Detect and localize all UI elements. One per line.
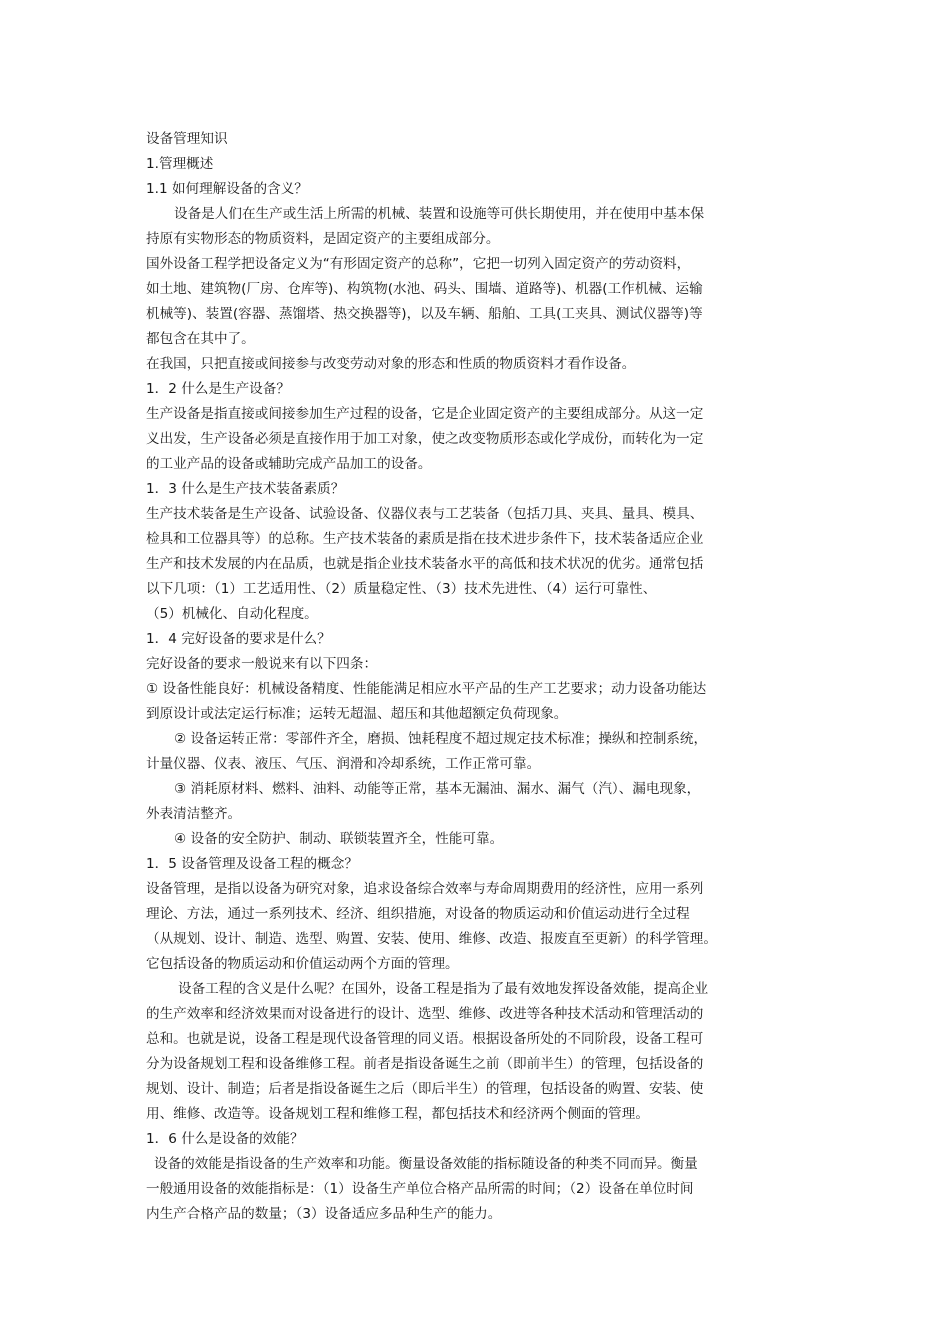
text-line: ④ 设备的安全防护、制动、联锁装置齐全，性能可靠。 bbox=[174, 831, 504, 847]
text-line: 1.管理概述 bbox=[146, 156, 214, 172]
text-line: ② 设备运转正常：零部件齐全，磨损、蚀耗程度不超过规定技术标准；操纵和控制系统， bbox=[174, 731, 708, 747]
text-line: 理论、方法，通过一系列技术、经济、组织措施，对设备的物质运动和价值运动进行全过程 bbox=[146, 906, 690, 922]
document-page bbox=[146, 127, 812, 1227]
text-line: 设备管理知识 bbox=[146, 131, 228, 147]
text-line: 1．4 完好设备的要求是什么？ bbox=[146, 631, 331, 647]
text-line: 1.1 如何理解设备的含义？ bbox=[146, 181, 308, 197]
text-line: 1．5 设备管理及设备工程的概念？ bbox=[146, 856, 358, 872]
text-line: 生产和技术发展的内在品质，也就是指企业技术装备水平的高低和技术状况的优劣。通常包括 bbox=[146, 556, 704, 572]
text-line: 都包含在其中了。 bbox=[146, 331, 255, 347]
text-line: 在我国，只把直接或间接参与改变劳动对象的形态和性质的物质资料才看作设备。 bbox=[146, 356, 636, 372]
text-line: 1．6 什么是设备的效能？ bbox=[146, 1131, 304, 1147]
text-line: ③ 消耗原材料、燃料、油料、动能等正常，基本无漏油、漏水、漏气（汽）、漏电现象， bbox=[174, 781, 701, 797]
text-line: ① 设备性能良好：机械设备精度、性能能满足相应水平产品的生产工艺要求；动力设备功能达 bbox=[146, 681, 707, 697]
text-line: 设备管理，是指以设备为研究对象，追求设备综合效率与寿命周期费用的经济性，应用一系列 bbox=[146, 881, 704, 897]
text-line: 设备工程的含义是什么呢？在国外，设备工程是指为了最有效地发挥设备效能，提高企业 bbox=[178, 981, 709, 997]
text-line: 生产技术装备是生产设备、试验设备、仪器仪表与工艺装备（包括刀具、夹具、量具、模具、 bbox=[146, 506, 704, 522]
text-line: 一般通用设备的效能指标是：（1）设备生产单位合格产品所需的时间；（2）设备在单位时间 bbox=[146, 1181, 694, 1197]
text-line: 持原有实物形态的物质资料，是固定资产的主要组成部分。 bbox=[146, 231, 500, 247]
text-line: 生产设备是指直接或间接参加生产过程的设备，它是企业固定资产的主要组成部分。从这一定 bbox=[146, 406, 704, 422]
text-line: 国外设备工程学把设备定义为“有形固定资产的总称”，它把一切列入固定资产的劳动资料， bbox=[146, 256, 691, 272]
text-line: 规划、设计、制造；后者是指设备诞生之后（即后半生）的管理，包括设备的购置、安装、使 bbox=[146, 1081, 704, 1097]
text-line: 设备是人们在生产或生活上所需的机械、装置和设施等可供长期使用，并在使用中基本保 bbox=[174, 206, 705, 222]
text-line: 以下几项：（1）工艺适用性、（2）质量稳定性、（3）技术先进性、（4）运行可靠性、 bbox=[146, 581, 657, 597]
text-line: 总和。也就是说，设备工程是现代设备管理的同义语。根据设备所处的不同阶段，设备工程可 bbox=[146, 1031, 704, 1047]
text-line: 计量仪器、仪表、液压、气压、润滑和冷却系统，工作正常可靠。 bbox=[146, 756, 541, 772]
text-line: 1．2 什么是生产设备？ bbox=[146, 381, 290, 397]
text-line: 的工业产品的设备或辅助完成产品加工的设备。 bbox=[146, 456, 432, 472]
text-line: 设备的效能是指设备的生产效率和功能。衡量设备效能的指标随设备的种类不同而异。衡量 bbox=[154, 1156, 698, 1172]
text-line: 完好设备的要求一般说来有以下四条： bbox=[146, 656, 378, 672]
text-line: 的生产效率和经济效果而对设备进行的设计、选型、维修、改进等各种技术活动和管理活动的 bbox=[146, 1006, 704, 1022]
text-line: 机械等)、装置(容器、蒸馏塔、热交换器等)，以及车辆、船舶、工具(工夹具、测试仪器等)等 bbox=[146, 306, 703, 322]
text-line: 义出发，生产设备必须是直接作用于加工对象，使之改变物质形态或化学成份，而转化为一定 bbox=[146, 431, 704, 447]
text-line: 分为设备规划工程和设备维修工程。前者是指设备诞生之前（即前半生）的管理，包括设备的 bbox=[146, 1056, 704, 1072]
text-line: 内生产合格产品的数量；（3）设备适应多品种生产的能力。 bbox=[146, 1206, 502, 1222]
text-line: （从规划、设计、制造、选型、购置、安装、使用、维修、改造、报废直至更新）的科学管理。 bbox=[146, 931, 717, 947]
text-line: 检具和工位器具等）的总称。生产技术装备的素质是指在技术进步条件下，技术装备适应企业 bbox=[146, 531, 704, 547]
text-line: 1．3 什么是生产技术装备素质？ bbox=[146, 481, 345, 497]
text-line: 到原设计或法定运行标准；运转无超温、超压和其他超额定负荷现象。 bbox=[146, 706, 568, 722]
text-line: （5）机械化、自动化程度。 bbox=[146, 606, 318, 622]
text-line: 用、维修、改造等。设备规划工程和维修工程，都包括技术和经济两个侧面的管理。 bbox=[146, 1106, 649, 1122]
text-line: 它包括设备的物质运动和价值运动两个方面的管理。 bbox=[146, 956, 459, 972]
text-line: 如土地、建筑物(厂房、仓库等)、构筑物(水池、码头、围墙、道路等)、机器(工作机械、运输 bbox=[146, 281, 703, 297]
text-line: 外表清洁整齐。 bbox=[146, 806, 242, 822]
